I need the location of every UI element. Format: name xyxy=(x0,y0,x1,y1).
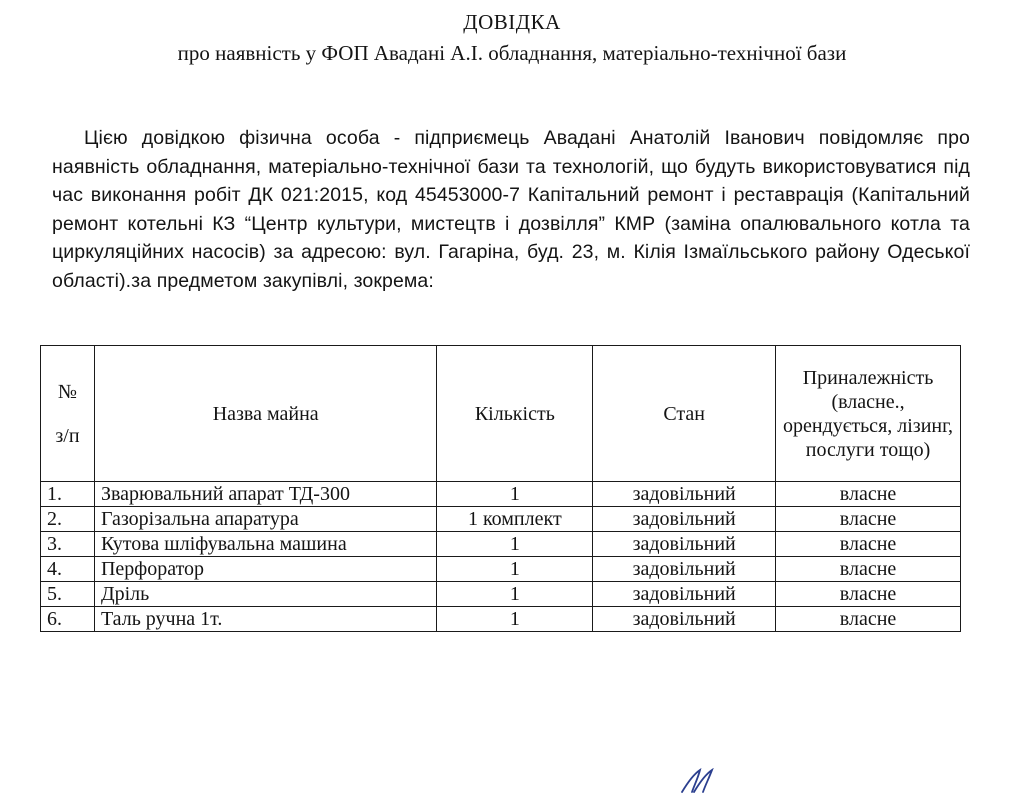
row-name: Газорізальна апаратура xyxy=(94,507,436,532)
document-subtitle: про наявність у ФОП Авадані А.І. обладнання, матеріально-технічної бази xyxy=(177,41,847,65)
header-number-abbrev: з/п xyxy=(55,424,80,447)
row-ownership: власне xyxy=(776,532,961,557)
header-state: Стан xyxy=(593,346,776,482)
table-row xyxy=(41,607,961,632)
row-quantity: 1 xyxy=(437,482,593,507)
document-title: ДОВІДКА xyxy=(463,10,561,34)
header-ownership: Приналежність (власне., орендується, лізинг, послуги тощо) xyxy=(776,346,961,482)
row-state: задовільний xyxy=(593,532,776,557)
signature-mark xyxy=(678,768,718,793)
row-state: задовільний xyxy=(593,507,776,532)
row-quantity: 1 комплект xyxy=(437,507,593,532)
row-quantity: 1 xyxy=(437,607,593,632)
row-number: 4. xyxy=(41,557,95,582)
table-row xyxy=(41,482,961,507)
header-name: Назва майна xyxy=(94,346,436,482)
row-state: задовільний xyxy=(593,482,776,507)
header-number-sign: № xyxy=(57,380,78,403)
row-ownership: власне xyxy=(776,482,961,507)
table-header-row xyxy=(41,346,961,482)
table-row xyxy=(41,557,961,582)
table-row xyxy=(41,532,961,557)
row-ownership: власне xyxy=(776,607,961,632)
row-quantity: 1 xyxy=(437,582,593,607)
row-number: 1. xyxy=(41,482,95,507)
row-state: задовільний xyxy=(593,557,776,582)
row-quantity: 1 xyxy=(437,557,593,582)
row-number: 6. xyxy=(41,607,95,632)
assets-table-header xyxy=(41,346,961,482)
document-body: Цією довідкою фізична особа - підприємець Авадані Анатолій Іванович повідомляє про наявність обладнання, матеріально-технічної бази та технологій, що будуть використовуватися під час виконання робіт ДК 021:2015, код 45453000-7 Капітальний ремонт і реставрація (Капітальний ремонт котельні КЗ “Центр культури, мистецтв і дозвілля” КМР (заміна опалювального котла та циркуляційних насосів) за адресою: вул. Гагаріна, буд. 23, м. Кілія Ізмаїльського району Одеської області).за предметом закупівлі, зокрема: xyxy=(52,127,970,292)
row-number: 5. xyxy=(41,582,95,607)
row-name: Перфоратор xyxy=(94,557,436,582)
table-row xyxy=(41,582,961,607)
row-name: Зварювальний апарат ТД-300 xyxy=(94,482,436,507)
row-ownership: власне xyxy=(776,507,961,532)
header-number xyxy=(41,346,95,482)
row-state: задовільний xyxy=(593,607,776,632)
row-ownership: власне xyxy=(776,582,961,607)
row-name: Дріль xyxy=(94,582,436,607)
row-state: задовільний xyxy=(593,582,776,607)
header-quantity: Кількість xyxy=(437,346,593,482)
row-number: 3. xyxy=(41,532,95,557)
table-row xyxy=(41,507,961,532)
assets-table xyxy=(40,345,961,632)
row-ownership: власне xyxy=(776,557,961,582)
row-quantity: 1 xyxy=(437,532,593,557)
row-number: 2. xyxy=(41,507,95,532)
row-name: Кутова шліфувальна машина xyxy=(94,532,436,557)
row-name: Таль ручна 1т. xyxy=(94,607,436,632)
assets-table-body xyxy=(41,482,961,632)
